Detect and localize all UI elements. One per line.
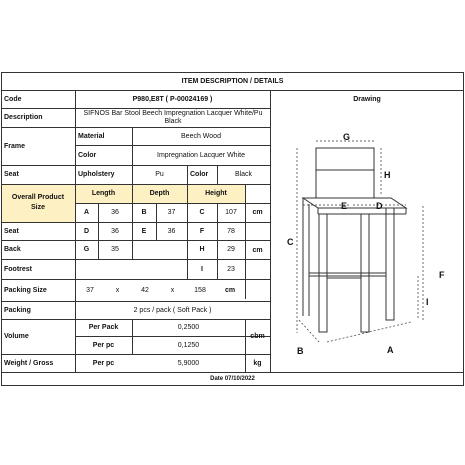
size-unit: cm <box>252 209 263 216</box>
back-unit: cm <box>252 247 263 254</box>
height-header: Height <box>205 190 227 197</box>
material-label: Material <box>78 132 105 140</box>
dim-e-label: E <box>341 201 348 211</box>
volume-per-pc-label: Per pc <box>92 341 115 349</box>
date-footer: Date 07/10/2022 <box>210 376 255 382</box>
frame-color-label: Color <box>78 151 97 159</box>
seat-e-label: E <box>141 227 147 235</box>
seat-d-value: 36 <box>111 227 119 235</box>
volume-label: Volume <box>4 333 29 340</box>
packing-size-height: 158 <box>194 286 206 294</box>
seat-color-label: Color <box>190 171 209 178</box>
length-header: Length <box>91 190 116 197</box>
seat-f-label: F <box>199 227 205 235</box>
volume-per-pack-value: 0,2500 <box>177 324 200 331</box>
seat-e-value: 36 <box>167 227 176 235</box>
footrest-i-label: I <box>201 265 203 273</box>
size-b-value: 37 <box>167 209 176 216</box>
back-row-label: Back <box>4 246 21 253</box>
dim-g-label: G <box>343 132 351 142</box>
depth-header: Depth <box>149 190 170 197</box>
back-h-value: 29 <box>227 246 235 253</box>
back-g-value: 35 <box>111 246 119 253</box>
size-c-value: 107 <box>225 209 237 216</box>
volume-per-pc-value: 0,1250 <box>177 341 200 349</box>
seat-f-value: 78 <box>227 227 235 235</box>
packing-size-width: 42 <box>141 286 149 294</box>
frame-color-value: Impregnation Lacquer White <box>157 151 245 159</box>
packing-size-unit: cm <box>224 286 236 294</box>
back-g-label: G <box>83 246 90 253</box>
seat-row-label: Seat <box>4 227 19 235</box>
upholstery-label: Upholstery <box>78 171 115 178</box>
size-b-label: B <box>141 209 147 216</box>
drawing-title: Drawing <box>353 95 381 103</box>
size-c-label: C <box>199 209 205 216</box>
packing-value: 2 pcs / pack ( Soft Pack ) <box>133 306 212 314</box>
overall-size-label: Overall Product Size <box>11 193 65 211</box>
footrest-i-value: 23 <box>227 265 235 273</box>
material-value: Beech Wood <box>181 132 221 140</box>
seat-color-value: Black <box>234 171 253 178</box>
dim-a-label: A <box>387 345 394 355</box>
volume-unit: cbm <box>250 333 265 340</box>
dim-c-label: C <box>287 237 294 247</box>
weight-value: 5,9000 <box>177 359 200 367</box>
weight-unit: kg <box>253 359 262 367</box>
dim-d-label: D <box>376 201 383 211</box>
dim-i-label: I <box>426 297 429 307</box>
packing-size-label: Packing Size <box>4 286 47 294</box>
weight-per-pc-label: Per pc <box>92 359 115 367</box>
dim-h-label: H <box>384 170 391 180</box>
sheet-title: ITEM DESCRIPTION / DETAILS <box>181 77 284 85</box>
volume-per-pack-label: Per Pack <box>88 324 119 331</box>
packing-size-length: 37 <box>86 286 94 294</box>
packing-size-x2: x <box>170 286 175 294</box>
description-value: SIFNOS Bar Stool Beech Impregnation Lacquer White/Pu Black <box>83 110 263 125</box>
code-value: P980,E8T ( P-00024169 ) <box>132 95 213 103</box>
frame-label: Frame <box>4 142 26 150</box>
footrest-row-label: Footrest <box>4 265 32 273</box>
bar-stool-drawing <box>271 108 463 371</box>
size-a-value: 36 <box>111 209 119 216</box>
seat-label: Seat <box>4 171 19 178</box>
upholstery-value: Pu <box>155 171 164 178</box>
seat-d-label: D <box>83 227 90 235</box>
back-h-label: H <box>199 246 205 253</box>
size-a-label: A <box>83 209 90 216</box>
dim-f-label: F <box>439 270 445 280</box>
description-label: Description <box>4 114 43 121</box>
packing-label: Packing <box>4 306 31 314</box>
dim-b-label: B <box>297 346 304 356</box>
weight-label: Weight / Gross <box>4 359 54 367</box>
code-label: Code <box>4 95 22 103</box>
packing-size-x1: x <box>115 286 120 294</box>
